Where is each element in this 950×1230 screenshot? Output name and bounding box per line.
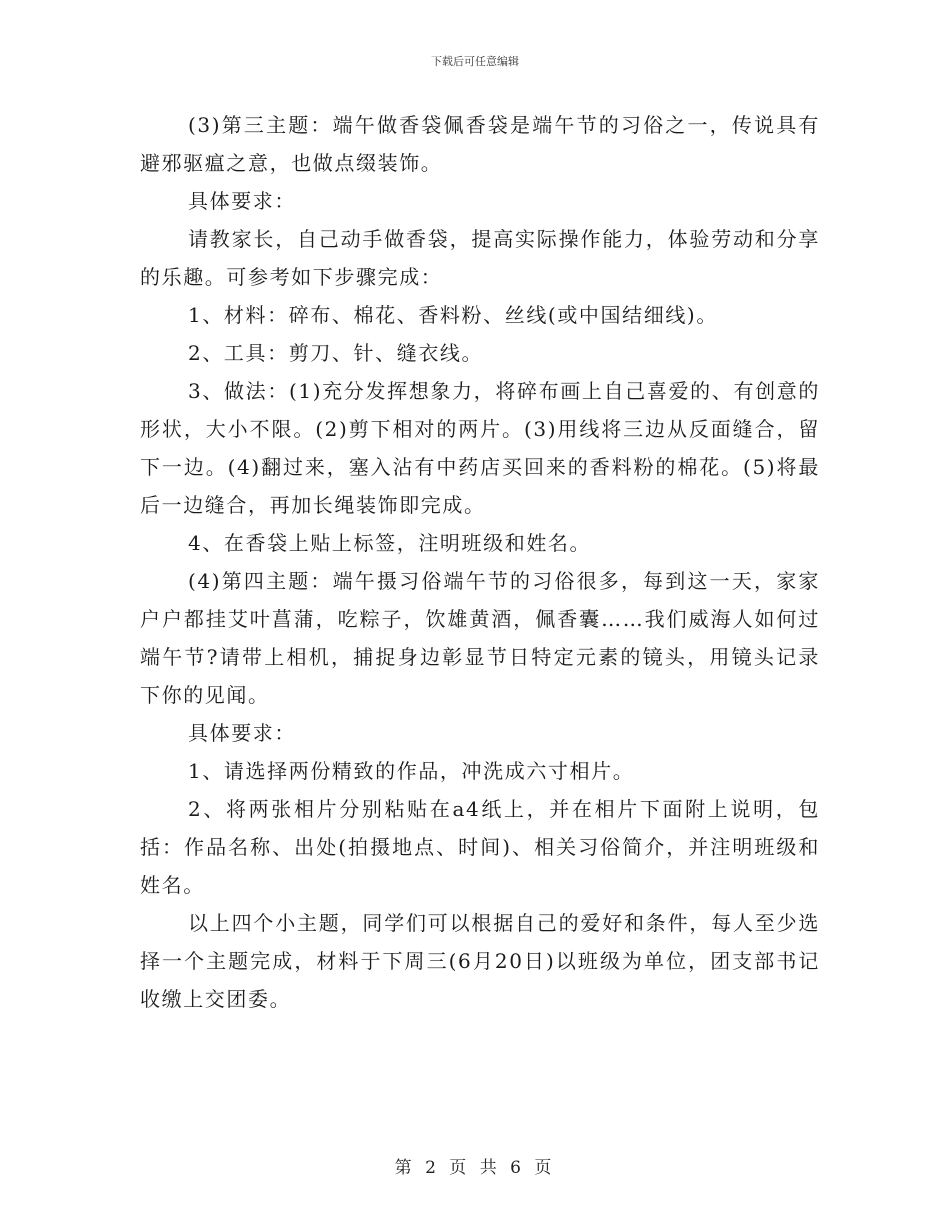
- paragraph-method: 3、做法：(1)充分发挥想象力，将碎布画上自己喜爱的、有创意的形状，大小不限。(2)剪下相对的两片。(3)用线将三边从反面缝合，留下一边。(4)翻过来，塞入沾有中药店买回来的香料粉的棉花。(5)将最后一边缝合，再加长绳装饰即完成。: [140, 379, 820, 517]
- paragraph-tools: 2、工具：剪刀、针、缝衣线。: [188, 341, 484, 365]
- paragraph-label: 4、在香袋上贴上标签，注明班级和姓名。: [188, 531, 592, 555]
- paragraph-theme-3: (3)第三主题：端午做香袋佩香袋是端午节的习俗之一，传说具有避邪驱瘟之意，也做点缀装饰。: [140, 113, 820, 175]
- paragraph-requirements-heading: 具体要求：: [188, 189, 296, 213]
- paragraph-photo-select: 1、请选择两份精致的作品，冲洗成六寸相片。: [188, 759, 635, 783]
- page-number: 第 2 页 共 6 页: [394, 1158, 556, 1178]
- paragraph-theme-4: (4)第四主题：端午摄习俗端午节的习俗很多，每到这一天，家家户户都挂艾叶菖蒲，吃粽子，饮雄黄酒，佩香囊……我们威海人如何过端午节?请带上相机，捕捉身边彰显节日特定元素的镜头，用镜头记录下你的见闻。: [140, 569, 820, 707]
- document-body: [140, 106, 820, 1018]
- paragraph-photo-mount: 2、将两张相片分别粘贴在a4纸上，并在相片下面附上说明，包括：作品名称、出处(拍摄地点、时间)、相关习俗简介，并注明班级和姓名。: [140, 797, 820, 897]
- paragraph-requirements-heading-2: 具体要求：: [188, 721, 296, 745]
- page-header: 下载后可任意编辑: [431, 55, 519, 68]
- paragraph-intro: 请教家长，自己动手做香袋，提高实际操作能力，体验劳动和分享的乐趣。可参考如下步骤完成：: [140, 227, 820, 289]
- paragraph-summary: 以上四个小主题，同学们可以根据自己的爱好和条件，每人至少选择一个主题完成，材料于下周三(6月20日)以班级为单位，团支部书记收缴上交团委。: [140, 911, 820, 1011]
- paragraph-materials: 1、材料：碎布、棉花、香料粉、丝线(或中国结细线)。: [188, 303, 718, 327]
